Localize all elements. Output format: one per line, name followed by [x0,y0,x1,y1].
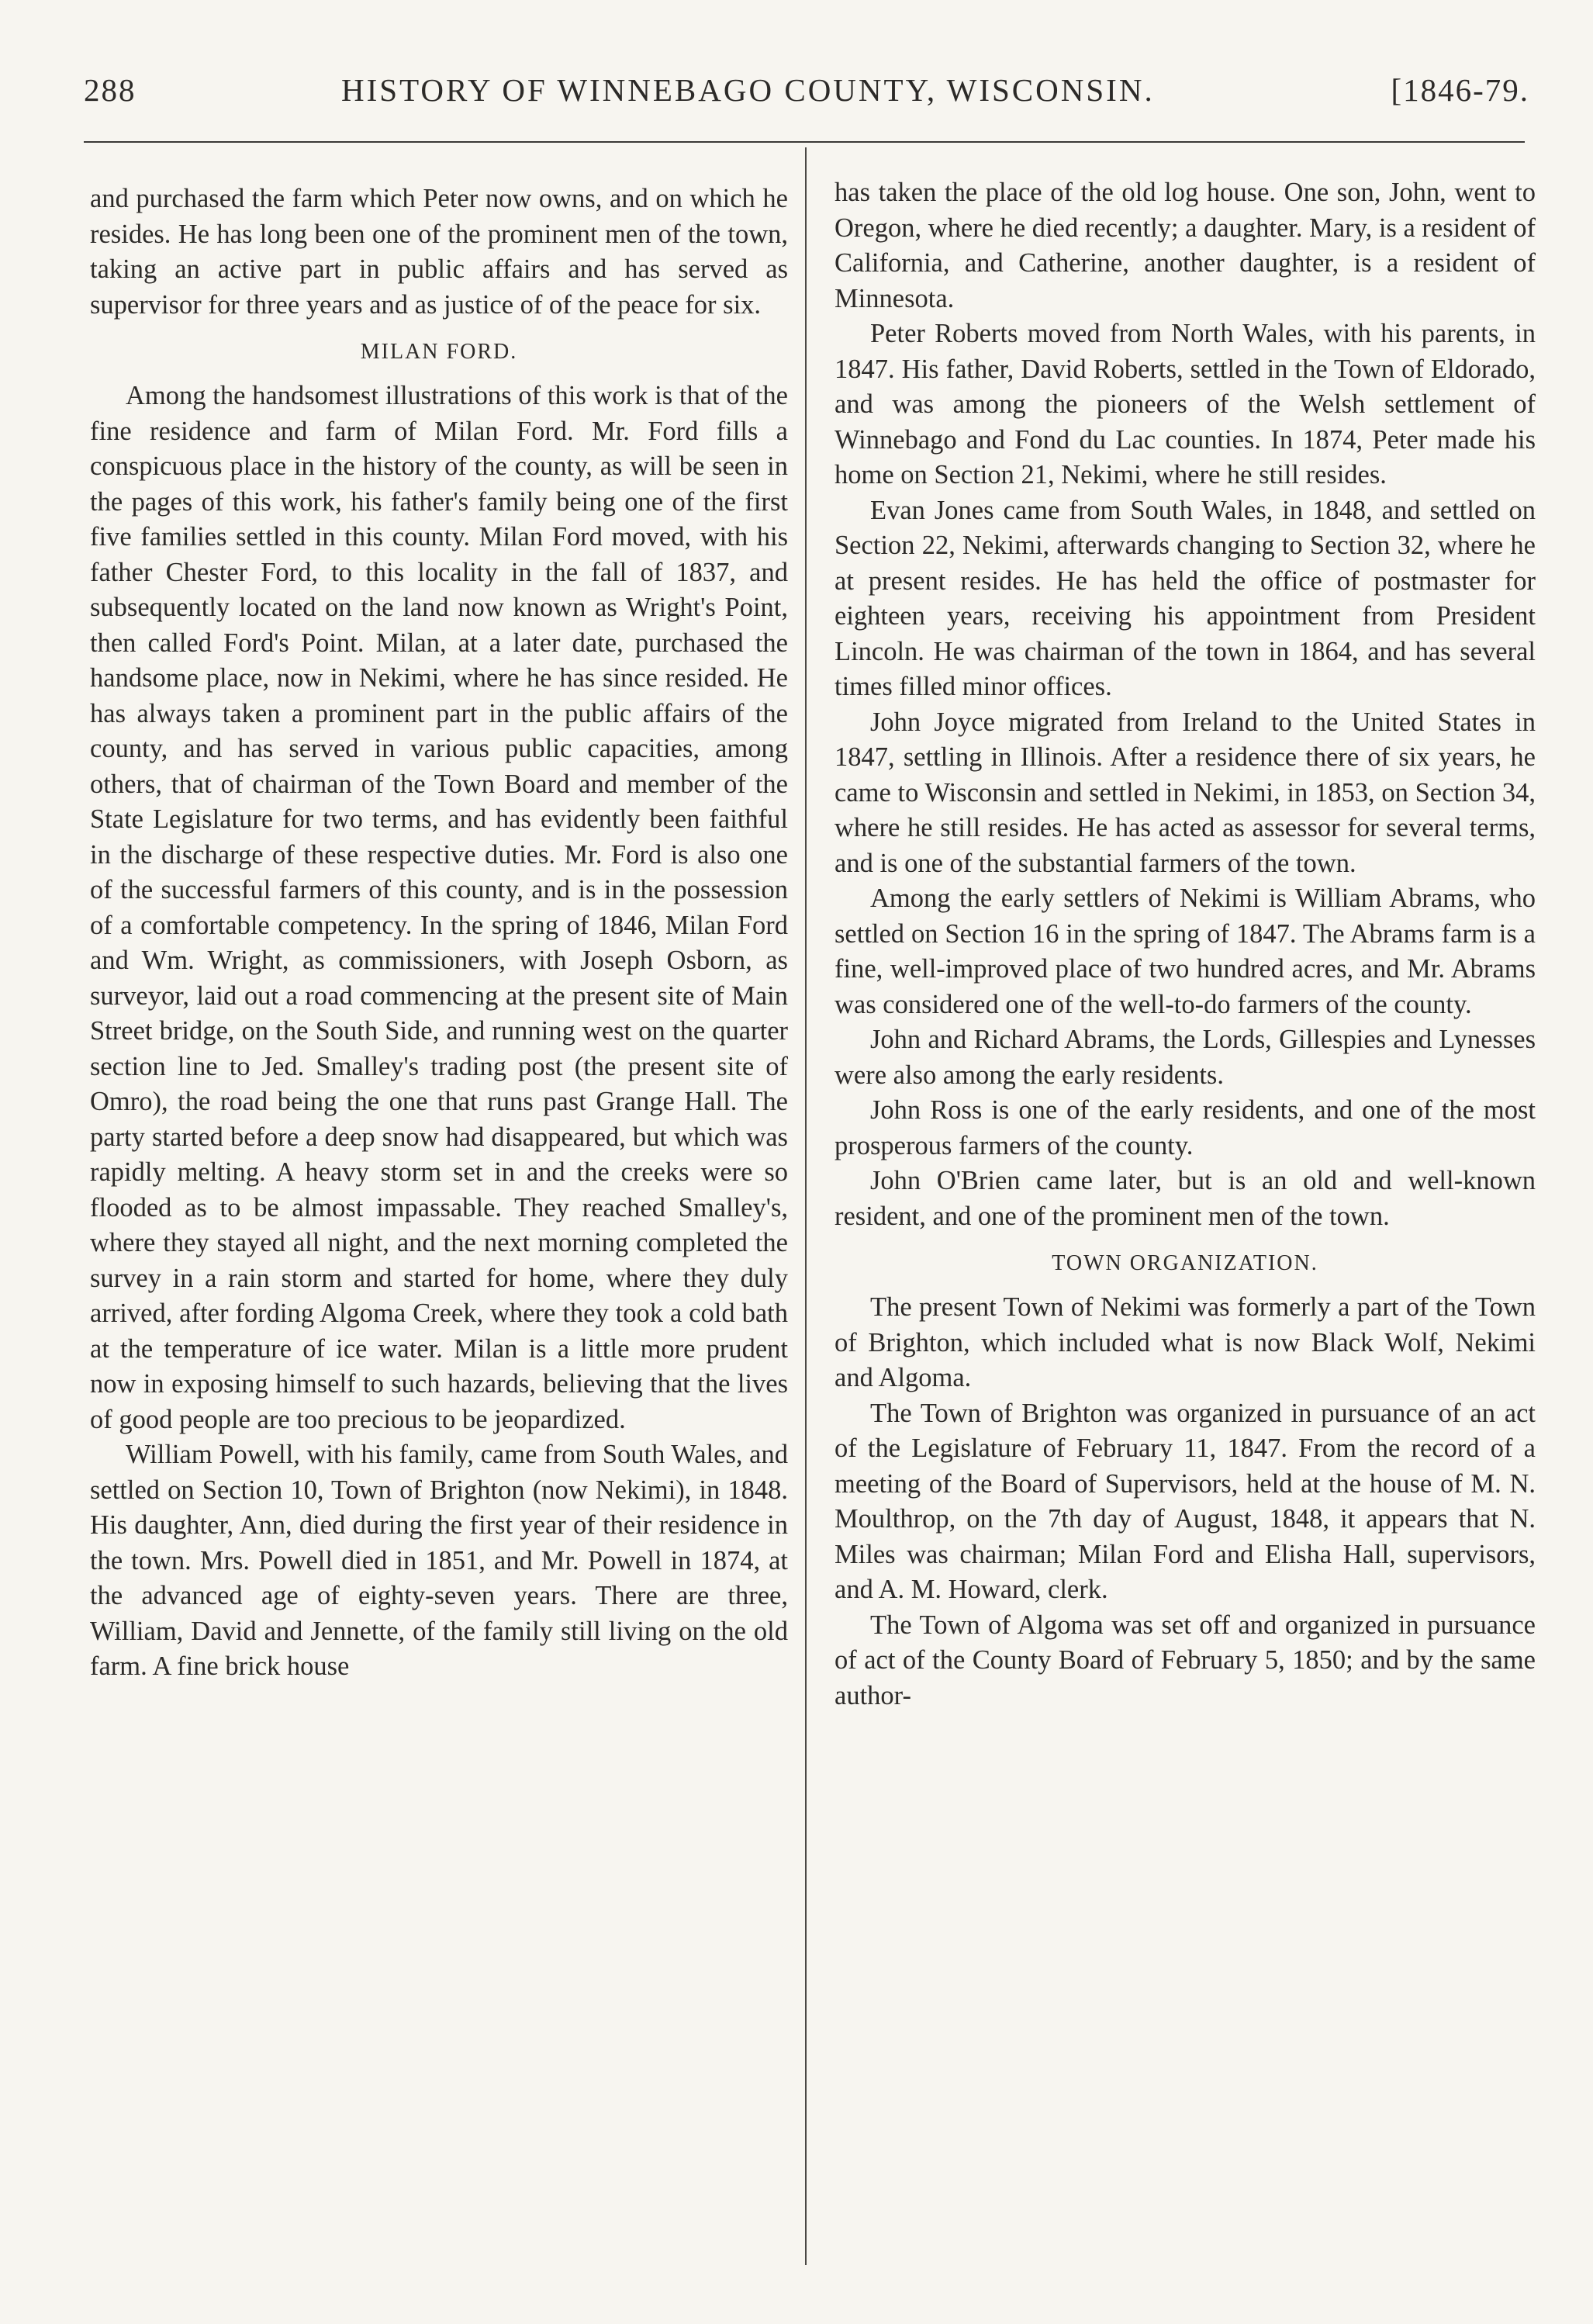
column-divider [805,147,807,2265]
paragraph-continued: has taken the place of the old log house. One son, John, went to Oregon, where he died recently; a daughter. Mary, is a resident of California, and Catherine, another daughter, is a resident of Minnesota. [835,178,1536,313]
right-column [835,175,1536,1714]
paragraph-milan-ford: Among the handsomest illustrations of this work is that of the fine residence and farm of Milan Ford. Mr. Ford fills a conspicuous place in the history of the county, as will be seen in the pages of this work, his father's family being one of the first five families settled in this county. Milan Ford moved, with his father Chester Ford, to this locality in the fall of 1837, and subsequently located on the land now known as Wright's Point, then called Ford's Point. Milan, at a later date, purchased the handsome place, now in Nekimi, where he has since resided. He has always taken a prominent part in the public affairs of the county, and has served in various public capacities, among others, that of chairman of the Town Board and member of the State Legislature for two terms, and has evidently been faithful in the discharge of these respective duties. Mr. Ford is also one of the successful farmers of this county, and is in the possession of a comfortable competency. In the spring of 1846, Milan Ford and Wm. Wright, as commissioners, with Joseph Osborn, as surveyor, laid out a road commencing at the present site of Main Street bridge, on the South Side, and running west on the quarter section line to Jed. Smalley's trading post (the present site of Omro), the road being the one that runs past Grange Hall. The party started before a deep snow had disappeared, but which was rapidly melting. A heavy storm set in and the creeks were so flooded as to be almost impassable. They reached Smalley's, where they stayed all night, and the next morning completed the survey in a rain storm and started for home, where they duly arrived, after fording Algoma Creek, where they took a cold bath at the temperature of ice water. Milan is a little more prudent now in exposing himself to such hazards, believing that the lives of good people are too precious to be jeopardized. [90,381,788,1434]
paragraph-brighton: The Town of Brighton was organized in pursuance of an act of the Legislature of February 11, 1847. From the record of a meeting of the Board of Supervisors, held at the house of M. N. Moulthrop, on the 7th day of August, 1848, it appears that N. Miles was chairman; Milan Ford and Elisha Hall, supervisors, and A. M. Howard, clerk. [835,1398,1536,1604]
year-range: [1846-79. [1391,72,1529,108]
paragraph-abrams: Among the early settlers of Nekimi is William Abrams, who settled on Section 16 in the spring of 1847. The Abrams farm is a fine, well-improved place of two hundred acres, and Mr. Abrams was considered one of the well-to-do farmers of the county. [835,884,1536,1019]
heading-town-organization: TOWN ORGANIZATION. [1052,1251,1318,1275]
running-header [84,71,1529,118]
page-number: 288 [84,72,136,108]
paragraph-powell: William Powell, with his family, came from South Wales, and settled on Section 10, Town of Brighton (now Nekimi), in 1848. His daughter, Ann, died during the first year of their residence in the town. Mrs. Powell died in 1851, and Mr. Powell in 1874, at the advanced age of eighty-seven years. There are three, William, David and Jennette, of the family still living on the old farm. A fine brick house [90,1440,788,1681]
paragraph-roberts: Peter Roberts moved from North Wales, with his parents, in 1847. His father, David Roberts, settled in the Town of Eldorado, and was among the pioneers of the Welsh settlement of Winnebago and Fond du Lac counties. In 1874, Peter made his home on Section 21, Nekimi, where he still resides. [835,319,1536,489]
left-column [90,182,788,1685]
paragraph-jones: Evan Jones came from South Wales, in 1848, and settled on Section 22, Nekimi, afterwards changing to Section 32, where he at present resides. He has held the office of postmaster for eighteen years, receiving his appointment from President Lincoln. He was chairman of the town in 1864, and has several times filled minor offices. [835,495,1536,701]
paragraph-nekimi: The present Town of Nekimi was formerly a part of the Town of Brighton, which included what is now Black Wolf, Nekimi and Algoma. [835,1292,1536,1392]
running-title: HISTORY OF WINNEBAGO COUNTY, WISCONSIN. [341,72,1155,108]
paragraph-opening: and purchased the farm which Peter now owns, and on which he resides. He has long been one of the prominent men of the town, taking an active part in public affairs and has served as supervisor for three years and as justice of of the peace for six. [90,184,788,320]
paragraph-algoma: The Town of Algoma was set off and organized in pursuance of act of the County Board of February 5, 1850; and by the same author- [835,1610,1536,1710]
heading-milan-ford: MILAN FORD. [360,340,518,364]
paragraph-ross: John Ross is one of the early residents, and one of the most prosperous farmers of the county. [835,1095,1536,1160]
paragraph-lords: John and Richard Abrams, the Lords, Gillespies and Lynesses were also among the early residents. [835,1025,1536,1090]
paragraph-joyce: John Joyce migrated from Ireland to the United States in 1847, settling in Illinois. After a residence there of six years, he came to Wisconsin and settled in Nekimi, in 1853, on Section 34, where he still resides. He has acted as assessor for several terms, and is one of the substantial farmers of the town. [835,707,1536,878]
paragraph-obrien: John O'Brien came later, but is an old and well-known resident, and one of the prominent men of the town. [835,1166,1536,1231]
header-rule [84,141,1525,143]
